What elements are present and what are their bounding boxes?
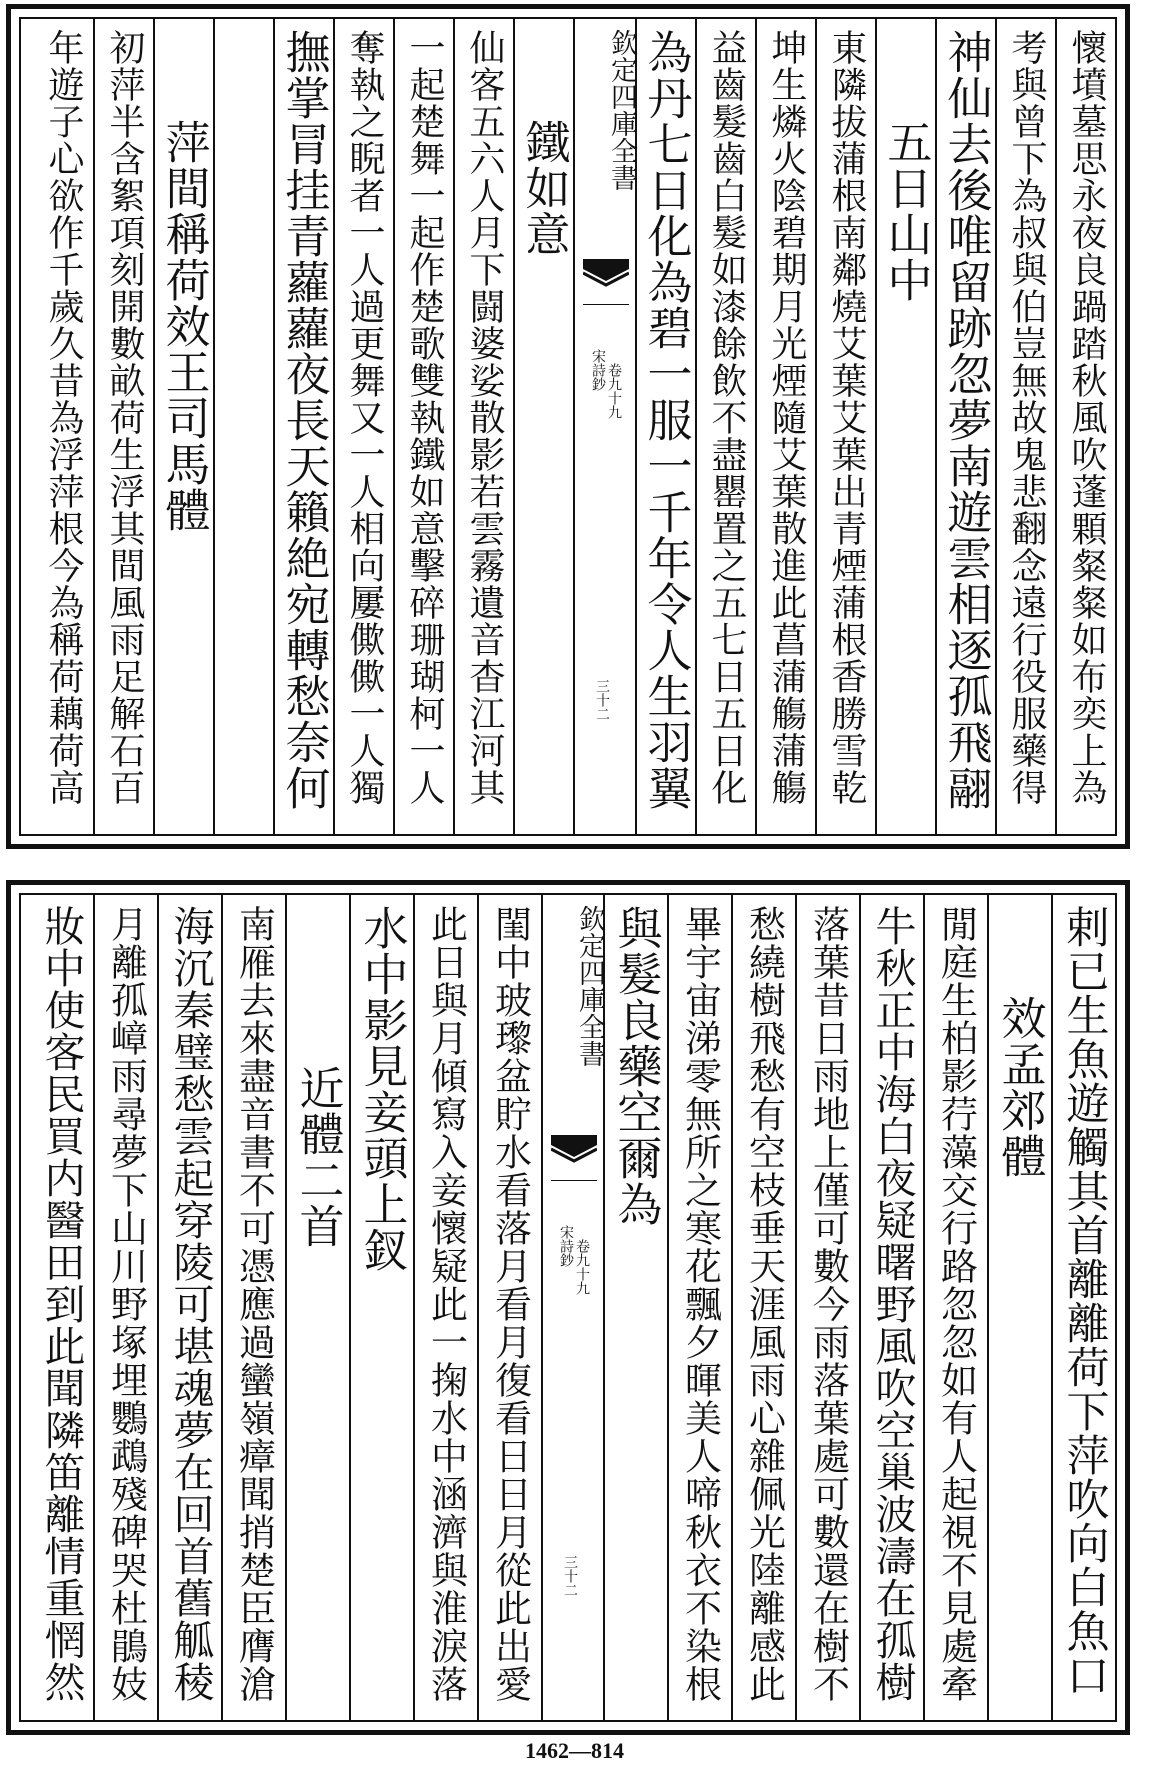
column-text: 水中影見妾頭上釵: [355, 905, 409, 1273]
column-text: 為丹七日化為碧一服一千年令人生羽翼: [639, 29, 693, 811]
column-text: 剌已生魚遊觸其首離離荷下萍吹向白魚口: [1059, 905, 1110, 1697]
text-column: [221, 895, 285, 1720]
text-column: [667, 895, 731, 1720]
column-text: 撫掌冐挂青蘿蘿夜長天籟絶宛轉愁奈何: [277, 29, 331, 811]
text-column: [273, 19, 333, 834]
text-column: [935, 19, 995, 834]
column-text: 月離孤嶂雨尋夢下山川野塚埋鸚鵡殘碑哭杜鵑妓: [104, 905, 148, 1703]
bottom-page-panel: [6, 880, 1130, 1735]
top-page-columns: [19, 17, 1117, 836]
text-column: [635, 19, 695, 834]
column-text: 一起楚舞一起作楚歌雙執鐵如意擊碎珊瑚柯一人: [404, 29, 445, 806]
poem-title: 萍間稱荷效王司馬體: [157, 119, 211, 533]
fold-margin: [573, 19, 635, 834]
text-column: [413, 895, 477, 1720]
text-column: [1055, 19, 1115, 834]
library-title: 欽定四庫全書: [574, 905, 605, 1067]
book-title: 宋詩鈔: [590, 349, 606, 391]
column-text: 此日與月傾寫入妾懷疑此一掬水中涵濟與淮淚落: [424, 905, 468, 1703]
text-column: [213, 19, 273, 834]
volume-number: 卷九十九: [574, 1239, 590, 1295]
poem-title: 效孟郊體: [993, 995, 1047, 1179]
text-column: [29, 895, 93, 1720]
text-column: [603, 895, 667, 1720]
fold-margin: [541, 895, 603, 1720]
column-text: 畢宇宙涕零無所之寒花飄夕暉美人啼秋衣不染根: [678, 905, 722, 1703]
text-column: [859, 895, 923, 1720]
text-column: [453, 19, 513, 834]
text-column: [795, 895, 859, 1720]
text-column: [995, 19, 1055, 834]
column-text: 仙客五六人月下闘婆娑散影若雲霧遺音杳江河其: [464, 29, 505, 806]
text-column: [285, 895, 349, 1720]
text-column: [349, 895, 413, 1720]
bottom-page-columns: [19, 893, 1117, 1722]
column-text: 考與曾下為叔與伯豈無故鬼悲翻念遠行役服藥得: [1006, 29, 1047, 806]
book-title: 宋詩鈔: [558, 1225, 574, 1267]
poem-title: 近體二首: [291, 1065, 345, 1249]
column-text: 海沉秦璧愁雲起穿陵可堪魂夢在回首舊觚稜: [166, 905, 215, 1703]
text-column: [695, 19, 755, 834]
column-text: 奪執之睨者一人過更舞又一人相向屢僛僛一人獨: [344, 29, 385, 806]
column-text: 坤生燐火陰碧期月光煙隨艾葉散進此菖蒲觴蒲觴: [766, 29, 807, 806]
column-text: 年遊子心欲作千歲久昔為浮萍根今為稱荷藕荷高: [43, 29, 84, 806]
text-column: [731, 895, 795, 1720]
library-title: 欽定四庫全書: [606, 29, 637, 191]
text-column: [513, 19, 573, 834]
leaf-number: 三十二: [594, 679, 610, 721]
column-text: 牛秋正中海白夜疑曙野風吹空巢波濤在孤樹: [868, 905, 917, 1703]
column-text: 初萍半含絮項刻開數畝荷生浮其間風雨足解石百: [104, 29, 145, 806]
poem-title: 五日山中: [879, 119, 933, 303]
leaf-number: 三十二: [562, 1555, 578, 1597]
text-column: [987, 895, 1051, 1720]
text-column: [875, 19, 935, 834]
page-code: 1462—814: [525, 1738, 624, 1763]
text-column: [153, 19, 213, 834]
column-text: 神仙去後唯留跡忽夢南遊雲相逐孤飛翮: [939, 29, 993, 811]
text-column: [333, 19, 393, 834]
column-text: 益齒髮齒白髮如漆餘飲不盡罌置之五七日五日化: [706, 29, 747, 806]
text-column: [157, 895, 221, 1720]
text-column: [93, 895, 157, 1720]
column-text: 懷墳墓思永夜良踻踏秋風吹蓬顆粲粲如布奕上為: [1066, 29, 1107, 806]
fishtail-mark-icon: [583, 259, 629, 305]
fishtail-mark-icon: [551, 1135, 597, 1181]
text-column: [93, 19, 153, 834]
column-text: 閨中玻瓈盆貯水看落月看月復看日日月從此出愛: [488, 905, 532, 1703]
column-text: 與髮良藥空爾為: [609, 905, 663, 1227]
column-text: 愁繞樹飛愁有空枝垂天涯風雨心雜佩光陸離感此: [742, 905, 786, 1703]
text-column: [477, 895, 541, 1720]
column-text: 南雁去來盡音書不可憑應過蠻嶺瘴聞捎楚臣膺滄: [232, 905, 276, 1703]
column-text: 妝中使客民買内醫田到此聞隣笛離情重惘然: [37, 905, 86, 1703]
text-column: [755, 19, 815, 834]
text-column: [923, 895, 987, 1720]
column-text: 落葉昔日雨地上僅可數今雨落葉處可數還在樹不: [806, 905, 850, 1703]
text-column: [393, 19, 453, 834]
text-column: [815, 19, 875, 834]
text-column: [1051, 895, 1115, 1720]
column-text: 東隣拔蒲根南鄰燒艾葉艾葉出青煙蒲根香勝雪乾: [826, 29, 867, 806]
column-text: 閒庭生柏影荇藻交行路忽忽如有人起視不見處牽: [934, 905, 978, 1703]
text-column: [33, 19, 93, 834]
top-page-panel: [6, 4, 1130, 849]
poem-title: 鐵如意: [517, 119, 571, 257]
volume-number: 卷九十九: [606, 363, 622, 419]
